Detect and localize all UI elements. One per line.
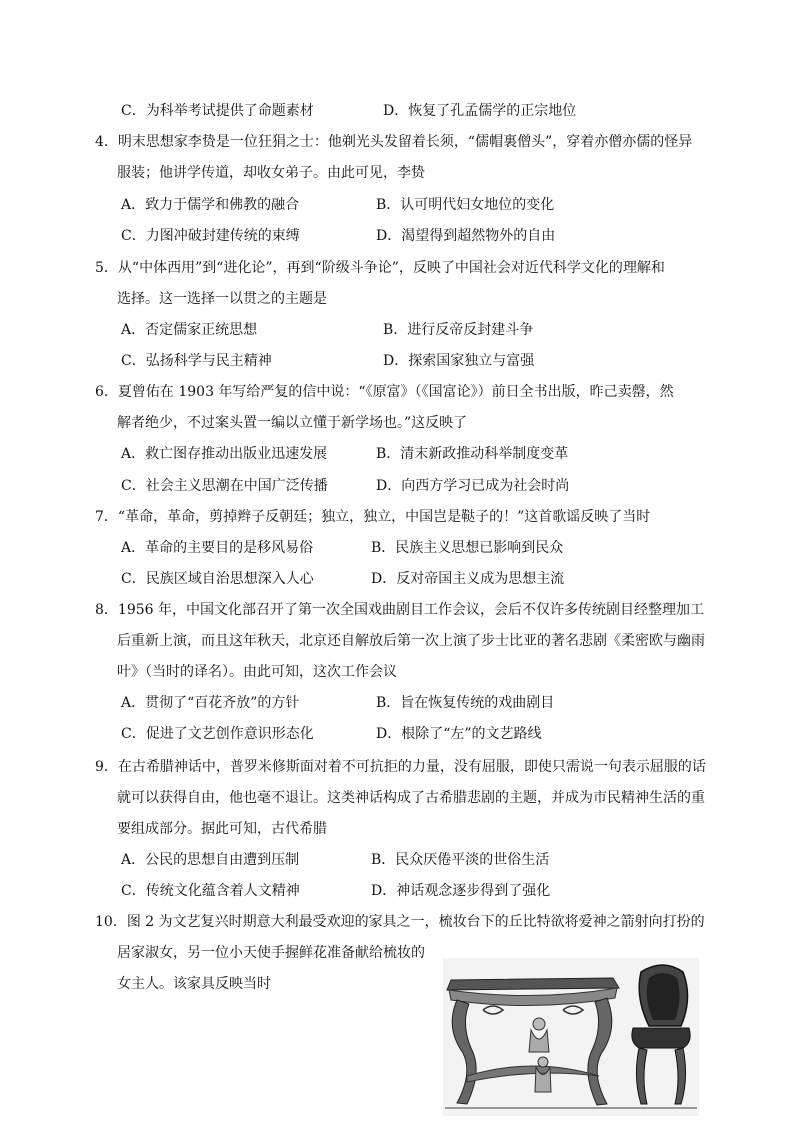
q7-stem-line1: 7．“革命，革命，剪掉辫子反朝廷；独立，独立，中国岂是鞑子的！”这首歌谣反映了当时 [95, 509, 651, 525]
q10-stem-line1: 10．图 2 为文艺复兴时期意大利最受欢迎的家具之一，梳妆台下的丘比特欲将爱神之箭射向打扮的 [95, 914, 705, 930]
q3-option-c: C．为科举考试提供了命题素材 [121, 103, 314, 119]
q8-stem-line1: 8．1956 年，中国文化部召开了第一次全国戏曲剧目工作会议，会后不仅许多传统剧目经整理加工 [95, 602, 704, 618]
q7-option-a: A．革命的主要目的是移风易俗 [121, 540, 314, 556]
q9-option-c: C．传统文化蕴含着人文精神 [121, 883, 300, 899]
dressing-table-figure [443, 958, 699, 1116]
q7-option-c: C．民族区域自治思想深入人心 [121, 571, 314, 587]
q5-option-a: A．否定儒家正统思想 [121, 322, 258, 338]
q5-option-b: B．进行反帝反封建斗争 [383, 322, 534, 338]
q8-option-b: B．旨在恢复传统的戏曲剧目 [376, 695, 555, 711]
chair-seat [632, 1028, 690, 1048]
q8-option-d: D．根除了“左”的文艺路线 [376, 726, 542, 742]
cherub-head [538, 1057, 548, 1067]
q6-stem-line2: 解者绝少，不过案头置一编以立懂于新学场也。”这反映了 [117, 415, 468, 431]
q9-stem-line2: 就可以获得自由，他也毫不退让。这类神话构成了古希腊悲剧的主题，并成为市民精神生活的重 [117, 790, 705, 806]
cupid-head [533, 1018, 545, 1030]
q6-option-d: D．向西方学习已成为社会时尚 [376, 478, 570, 494]
q6-option-c: C．社会主义思潮在中国广泛传播 [121, 478, 328, 494]
q4-stem-line1: 4．明末思想家李贽是一位狂狷之士：他剃光头发留着长须，“儒帽裏僧头”，穿着亦僧亦儒的怪异 [95, 134, 693, 150]
q6-option-b: B．清末新政推动科举制度变革 [376, 446, 569, 462]
q7-option-d: D．反对帝国主义成为思想主流 [371, 571, 565, 587]
q10-stem-line3: 女主人。该家具反映当时 [117, 976, 271, 992]
q10-stem-line2: 居家淑女，另一位小天使手握鲜花准备献给梳妆的 [117, 945, 425, 961]
q8-option-c: C．促进了文艺创作意识形态化 [121, 726, 314, 742]
q9-stem-line3: 要组成部分。据此可知，古代希腊 [117, 821, 327, 837]
q6-option-a: A．救亡图存推动出版业迅速发展 [121, 446, 328, 462]
q7-option-b: B．民族主义思想已影响到民众 [371, 540, 564, 556]
q4-option-c: C．力图冲破封建传统的束缚 [121, 228, 300, 244]
chair-back-cushion [647, 973, 680, 1020]
q9-option-b: B．民众厌倦平淡的世俗生活 [371, 852, 550, 868]
q4-option-d: D．渴望得到超然物外的自由 [376, 228, 556, 244]
q5-option-c: C．弘扬科学与民主精神 [121, 353, 272, 369]
q9-option-a: A．公民的思想自由遭到压制 [121, 852, 300, 868]
q8-stem-line2: 后重新上演，而且这年秋天，北京还自解放后第一次上演了步士比亚的著名悲剧《柔密欧与幽雨 [117, 633, 705, 649]
q5-stem-line2: 选择。这一选择一以贯之的主题是 [117, 291, 327, 307]
q4-option-b: B．认可明代妇女地位的变化 [376, 197, 555, 213]
q8-stem-line3: 叶》（当时的译名）。由此可知，这次工作会议 [117, 664, 397, 680]
q8-option-a: A．贯彻了“百花齐放”的方针 [121, 695, 300, 711]
q6-stem-line1: 6．夏曾佑在 1903 年写给严复的信中说：“《原富》（《国富论》）前日全书出版，昨己卖罄，然 [95, 384, 674, 400]
q4-stem-line2: 服装；他讲学传道，却收女弟子。由此可见，李贽 [117, 165, 425, 181]
q5-stem-line1: 5．从“中体西用”到“进化论”，再到“阶级斗争论”，反映了中国社会对近代科学文化的理解和 [95, 260, 665, 276]
q9-option-d: D．神话观念逐步得到了强化 [371, 883, 551, 899]
table-top [447, 978, 619, 990]
q3-option-d: D．恢复了孔孟儒学的正宗地位 [383, 103, 577, 119]
q4-option-a: A．致力于儒学和佛教的融合 [121, 197, 300, 213]
q9-stem-line1: 9．在古希腊神话中，普罗米修斯面对着不可抗拒的力量，没有屈服，即使只需说一句表示屈服的话 [95, 759, 706, 775]
q5-option-d: D．探索国家独立与富强 [383, 353, 535, 369]
